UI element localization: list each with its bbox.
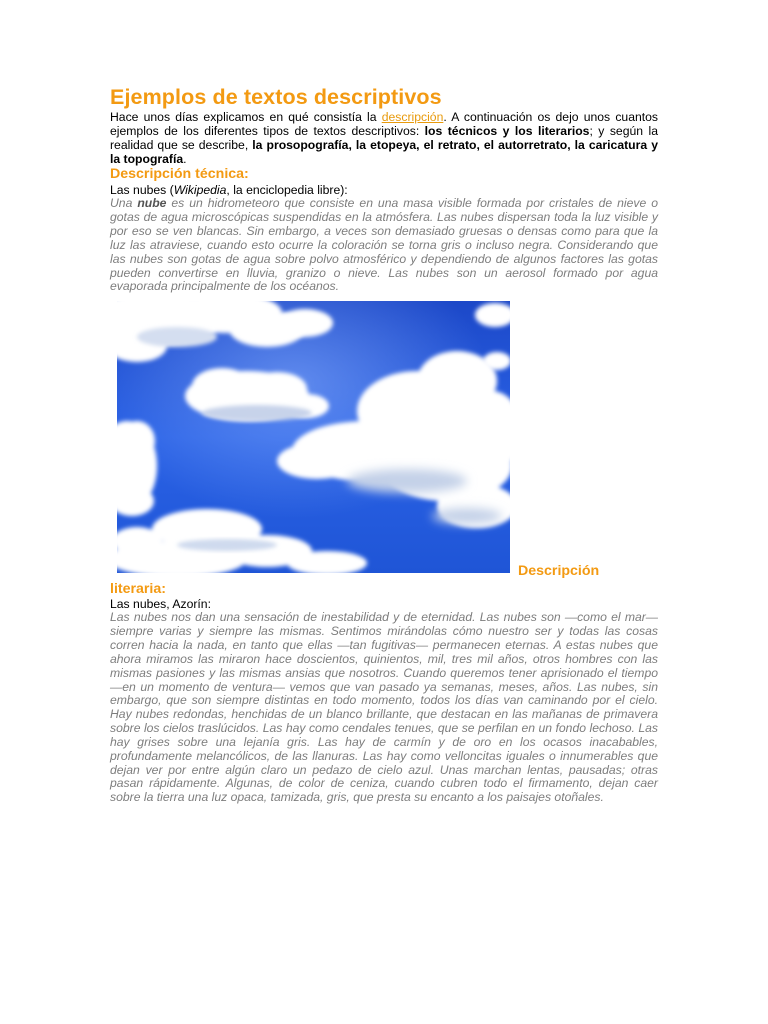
quote-text: es un hidrometeoro que consiste en una masa visible formada por cristales de nieve o gotas de agua microscópicas suspendidas en la atmósfera. Las nubes dispersan toda la luz visible y por eso se ven blancas. Sin embargo, a veces son demasiado gruesas o densas como para que la luz las atraviese, cuando esto ocurre la coloración se torna gris o incluso negra. Considerando que las nubes son gotas de agua sobre polvo atmosférico y dependiendo de algunos factores las gotas pueden convertirse en lluvia, granizo o nieve. Las nubes son un aerosol formado por agua evaporada principalmente de los océanos. — [110, 196, 658, 294]
intro-bold-types: los técnicos y los literarios — [424, 124, 590, 138]
quote-text: Una — [110, 196, 138, 210]
intro-text: ; y según la realidad que se describe, — [110, 124, 658, 152]
intro-bold-subtypes: la prosopografía, la etopeya, el retrato, el autorretrato, la caricatura y la topografía — [110, 138, 658, 166]
source-text: , la enciclopedia libre): — [226, 183, 348, 197]
literary-heading-line2: literaria: — [110, 581, 166, 598]
source-wikipedia: Wikipedia — [173, 183, 227, 197]
document-page — [110, 84, 658, 805]
cloud-sky-photo — [117, 301, 510, 573]
quote-bold-nube: nube — [137, 196, 167, 210]
technical-source — [110, 183, 658, 197]
intro-text: Hace unos días explicamos en qué consistía la — [110, 110, 382, 124]
literary-source: Las nubes, Azorín: — [110, 597, 211, 612]
technical-quote — [110, 197, 658, 294]
source-text: Las nubes ( — [110, 183, 174, 197]
intro-paragraph — [110, 110, 658, 166]
literary-quote: Las nubes nos dan una sensación de inestabilidad y de eternidad. Las nubes son —como el mar— siempre varias y siempre las mismas. Sentimos mirándolas cómo nuestro ser y todas las cosas corren hacia la nada, en tanto que ellas —tan fugitivas— permanecen eternas. A estas nubes que ahora miramos las miraron hace doscientos, quinientos, mil, tres mil años, otros hombres con las mismas pasiones y las mismas ansias que nosotros. Cuando queremos tener aprisionado el tiempo —en un momento de ventura— vemos que van pasado ya semanas, meses, años. Las nubes, sin embargo, que son siempre distintas en todo momento, todos los días van caminando por el cielo. Hay nubes redondas, henchidas de un blanco brillante, que destacan en las mañanas de primavera sobre los cielos traslúcidos. Las hay como cendales tenues, que se perfilan en un fondo lechoso. Las hay grises sobre una lejanía gris. Las hay de carmín y de oro en los ocasos inacabables, profundamente melancólicos, de las llanuras. Las hay como velloncitas iguales o innumerables que dejan ver por entre algún claro un pedazo de cielo azul. Unas marchan lentas, pausadas; otras pasan rápidamente. Algunas, de color de ceniza, cuando cubren todo el firmamento, dejan caer sobre la tierra una luz opaca, tamizada, gris, que presta su encanto a los paisajes otoñales. — [110, 610, 658, 805]
figure-row — [110, 295, 658, 582]
page-title: Ejemplos de textos descriptivos — [110, 85, 442, 109]
literary-heading-line1: Descripción — [518, 563, 600, 580]
intro-text: . A continuación os dejo unos cuantos ejemplos de los diferentes tipos de textos descriptivos: — [110, 110, 659, 138]
descripcion-link[interactable]: descripción — [381, 110, 444, 124]
technical-heading: Descripción técnica: — [110, 166, 249, 182]
intro-text: . — [183, 152, 187, 166]
